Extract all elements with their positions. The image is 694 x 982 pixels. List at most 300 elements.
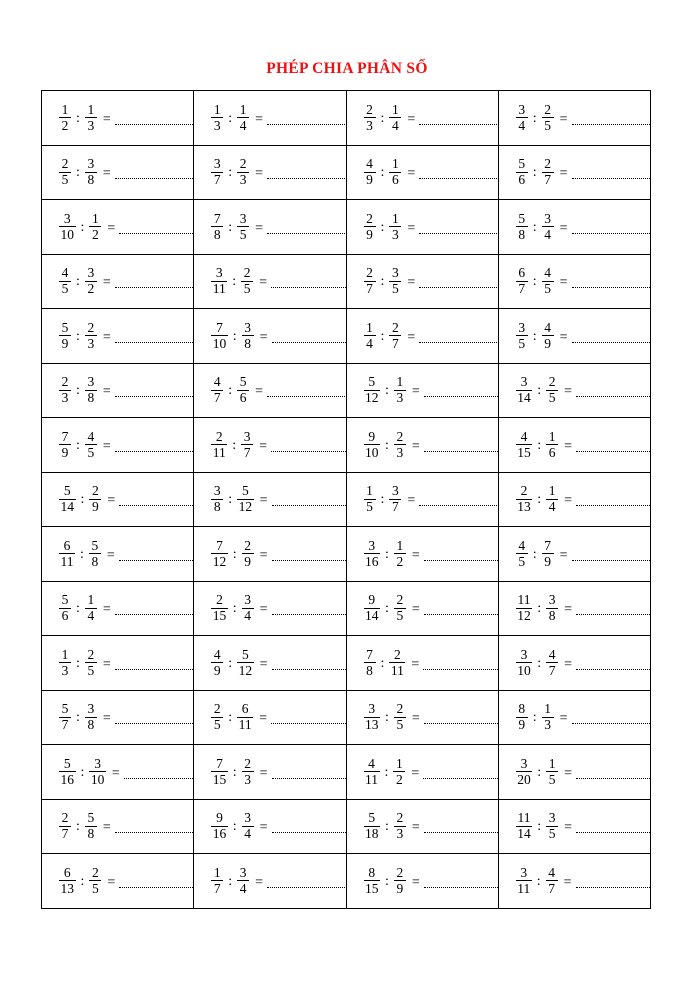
problem-cell[interactable] xyxy=(346,636,498,691)
fraction-denominator: 7 xyxy=(61,717,69,733)
answer-blank[interactable] xyxy=(419,286,497,288)
fraction-numerator: 3 xyxy=(213,483,221,499)
dividend-fraction xyxy=(59,539,75,569)
divisor-fraction xyxy=(394,539,406,569)
problem-cell[interactable] xyxy=(194,254,346,309)
answer-blank[interactable] xyxy=(424,886,498,888)
division-problem xyxy=(515,212,650,242)
problem-cell[interactable] xyxy=(498,799,650,854)
dividend-fraction xyxy=(211,702,223,732)
answer-blank[interactable] xyxy=(115,450,193,452)
problem-cell[interactable] xyxy=(42,527,194,582)
division-problem xyxy=(58,212,193,242)
dividend-fraction xyxy=(364,430,381,460)
problem-cell[interactable] xyxy=(346,581,498,636)
division-problem xyxy=(515,484,650,514)
answer-blank[interactable] xyxy=(419,123,497,125)
fraction-denominator: 11 xyxy=(365,771,378,787)
divide-operator: : xyxy=(232,328,237,344)
problem-cell[interactable] xyxy=(498,418,650,473)
problem-cell[interactable] xyxy=(346,254,498,309)
fraction-numerator: 3 xyxy=(244,592,252,608)
division-problem xyxy=(210,321,345,351)
dividend-fraction xyxy=(516,430,533,460)
divisor-fraction xyxy=(85,430,97,460)
divide-operator: : xyxy=(228,710,233,726)
problems-table-body xyxy=(42,91,651,909)
fraction-denominator: 7 xyxy=(213,172,221,188)
equals-operator: = xyxy=(559,275,568,291)
fraction-denominator: 5 xyxy=(548,826,556,842)
division-problem xyxy=(515,702,650,732)
problem-cell[interactable] xyxy=(42,636,194,691)
answer-blank[interactable] xyxy=(267,177,345,179)
answer-blank[interactable] xyxy=(115,831,193,833)
fraction-denominator: 7 xyxy=(544,172,552,188)
fraction-numerator: 3 xyxy=(392,483,399,499)
dividend-fraction xyxy=(364,212,376,242)
answer-blank[interactable] xyxy=(424,831,498,833)
fraction-denominator: 5 xyxy=(392,281,399,297)
problem-cell[interactable] xyxy=(194,472,346,527)
divide-operator: : xyxy=(532,710,537,726)
fraction-denominator: 8 xyxy=(518,226,526,242)
problem-cell[interactable] xyxy=(346,527,498,582)
fraction-denominator: 15 xyxy=(365,880,379,896)
fraction-numerator: 3 xyxy=(63,210,71,226)
problem-cell[interactable] xyxy=(194,418,346,473)
problem-cell[interactable] xyxy=(194,636,346,691)
answer-blank[interactable] xyxy=(419,341,497,343)
division-problem xyxy=(210,648,345,678)
answer-blank[interactable] xyxy=(419,232,497,234)
answer-blank[interactable] xyxy=(419,177,497,179)
dividend-fraction xyxy=(211,648,223,678)
problem-cell[interactable] xyxy=(194,581,346,636)
answer-blank[interactable] xyxy=(271,722,345,724)
answer-blank[interactable] xyxy=(272,777,346,779)
divide-operator: : xyxy=(228,219,233,235)
fraction-denominator: 8 xyxy=(244,335,252,351)
problem-cell[interactable] xyxy=(42,472,194,527)
answer-blank[interactable] xyxy=(271,286,345,288)
fraction-numerator: 1 xyxy=(396,537,404,553)
answer-blank[interactable] xyxy=(124,777,193,779)
fraction-denominator: 16 xyxy=(60,771,74,787)
divisor-fraction xyxy=(85,375,97,405)
fraction-denominator: 4 xyxy=(244,826,252,842)
fraction-denominator: 7 xyxy=(366,281,373,297)
problem-cell[interactable] xyxy=(194,363,346,418)
fraction-numerator: 2 xyxy=(392,319,399,335)
problem-cell[interactable] xyxy=(498,472,650,527)
divisor-fraction xyxy=(542,321,554,351)
problem-cell[interactable] xyxy=(498,690,650,745)
fraction-denominator: 13 xyxy=(60,880,74,896)
fraction-denominator: 5 xyxy=(396,717,404,733)
fraction-numerator: 2 xyxy=(216,592,223,608)
answer-blank[interactable] xyxy=(572,123,650,125)
equals-operator: = xyxy=(559,329,568,345)
answer-blank[interactable] xyxy=(119,504,193,506)
problem-cell[interactable] xyxy=(42,363,194,418)
answer-blank[interactable] xyxy=(576,504,650,506)
answer-blank[interactable] xyxy=(267,395,345,397)
fraction-denominator: 6 xyxy=(239,390,247,406)
problem-cell[interactable] xyxy=(346,363,498,418)
answer-blank[interactable] xyxy=(272,668,346,670)
fraction-numerator: 1 xyxy=(392,210,399,226)
fraction-numerator: 7 xyxy=(216,319,223,335)
division-problem xyxy=(363,648,498,678)
problem-cell[interactable] xyxy=(42,581,194,636)
divide-operator: : xyxy=(76,274,80,290)
dividend-fraction xyxy=(516,539,528,569)
divide-operator: : xyxy=(228,165,233,181)
division-problem xyxy=(210,375,345,405)
dividend-fraction xyxy=(516,103,528,133)
divide-operator: : xyxy=(536,873,541,889)
division-problem xyxy=(58,484,193,514)
answer-blank[interactable] xyxy=(115,395,193,397)
problem-cell[interactable] xyxy=(346,472,498,527)
problem-cell[interactable] xyxy=(42,145,194,200)
division-problem xyxy=(363,593,498,623)
answer-blank[interactable] xyxy=(419,504,497,506)
divisor-fraction xyxy=(546,430,558,460)
equals-operator: = xyxy=(559,220,568,236)
dividend-fraction xyxy=(364,539,381,569)
division-problem xyxy=(363,811,498,841)
problem-cell[interactable] xyxy=(42,200,194,255)
equals-operator: = xyxy=(564,438,573,454)
problem-cell[interactable] xyxy=(346,799,498,854)
fraction-denominator: 4 xyxy=(392,117,399,133)
answer-blank[interactable] xyxy=(115,722,193,724)
answer-blank[interactable] xyxy=(572,177,650,179)
problem-cell[interactable] xyxy=(346,418,498,473)
fraction-denominator: 16 xyxy=(212,826,227,842)
fraction-numerator: 4 xyxy=(366,156,373,172)
divisor-fraction xyxy=(546,593,558,623)
fraction-numerator: 4 xyxy=(544,265,552,281)
fraction-numerator: 1 xyxy=(544,701,552,717)
fraction-denominator: 3 xyxy=(239,172,247,188)
answer-blank[interactable] xyxy=(272,831,346,833)
fraction-numerator: 4 xyxy=(61,265,69,281)
answer-blank[interactable] xyxy=(576,450,650,452)
problem-cell[interactable] xyxy=(498,527,650,582)
answer-blank[interactable] xyxy=(572,232,650,234)
answer-blank[interactable] xyxy=(271,450,345,452)
answer-blank[interactable] xyxy=(119,232,193,234)
dividend-fraction xyxy=(59,484,76,514)
fraction-numerator: 8 xyxy=(368,864,376,880)
dividend-fraction xyxy=(364,811,381,841)
division-problem xyxy=(363,866,498,896)
problem-cell[interactable] xyxy=(42,854,194,909)
answer-blank[interactable] xyxy=(576,395,650,397)
divisor-fraction xyxy=(242,593,254,623)
problem-cell[interactable] xyxy=(498,309,650,364)
dividend-fraction xyxy=(59,430,71,460)
divide-operator: : xyxy=(537,437,542,453)
fraction-numerator: 1 xyxy=(366,319,373,335)
fraction-denominator: 10 xyxy=(365,444,379,460)
dividend-fraction xyxy=(211,430,227,460)
answer-blank[interactable] xyxy=(272,559,346,561)
divisor-fraction xyxy=(546,648,558,678)
table-row xyxy=(42,799,651,854)
answer-blank[interactable] xyxy=(572,559,650,561)
division-problem xyxy=(58,430,193,460)
problem-cell[interactable] xyxy=(498,145,650,200)
answer-blank[interactable] xyxy=(572,286,650,288)
problem-cell[interactable] xyxy=(346,745,498,800)
problem-cell[interactable] xyxy=(346,690,498,745)
fraction-denominator: 8 xyxy=(87,172,95,188)
fraction-denominator: 9 xyxy=(518,717,526,733)
fraction-numerator: 2 xyxy=(394,646,401,662)
answer-blank[interactable] xyxy=(572,341,650,343)
divide-operator: : xyxy=(80,492,85,508)
fraction-numerator: 1 xyxy=(87,592,95,608)
answer-blank[interactable] xyxy=(272,504,346,506)
answer-blank[interactable] xyxy=(424,395,498,397)
equals-operator: = xyxy=(107,493,116,509)
problem-cell[interactable] xyxy=(194,799,346,854)
fraction-numerator: 4 xyxy=(213,374,221,390)
answer-blank[interactable] xyxy=(576,886,650,888)
problem-cell[interactable] xyxy=(498,254,650,309)
equals-operator: = xyxy=(255,166,264,182)
fraction-denominator: 6 xyxy=(548,444,556,460)
problem-cell[interactable] xyxy=(194,309,346,364)
table-row xyxy=(42,636,651,691)
problem-cell[interactable] xyxy=(42,418,194,473)
fraction-denominator: 7 xyxy=(392,499,399,515)
divisor-fraction xyxy=(389,157,401,187)
division-problem xyxy=(58,702,193,732)
answer-blank[interactable] xyxy=(576,668,650,670)
division-problem xyxy=(210,212,345,242)
answer-blank[interactable] xyxy=(267,232,345,234)
dividend-fraction xyxy=(59,702,71,732)
problem-cell[interactable] xyxy=(498,200,650,255)
fraction-denominator: 5 xyxy=(518,335,526,351)
divisor-fraction xyxy=(389,484,401,514)
answer-blank[interactable] xyxy=(119,886,193,888)
dividend-fraction xyxy=(211,103,223,133)
divisor-fraction xyxy=(542,266,554,296)
answer-blank[interactable] xyxy=(272,341,346,343)
problem-cell[interactable] xyxy=(346,145,498,200)
fraction-denominator: 5 xyxy=(239,226,247,242)
problem-cell[interactable] xyxy=(42,91,194,146)
table-row xyxy=(42,581,651,636)
divide-operator: : xyxy=(232,546,237,562)
problem-cell[interactable] xyxy=(498,854,650,909)
answer-blank[interactable] xyxy=(115,668,193,670)
divisor-fraction xyxy=(546,484,558,514)
divide-operator: : xyxy=(76,819,80,835)
answer-blank[interactable] xyxy=(423,668,497,670)
fraction-numerator: 2 xyxy=(548,374,556,390)
problem-cell[interactable] xyxy=(346,91,498,146)
answer-blank[interactable] xyxy=(267,123,345,125)
divisor-fraction xyxy=(242,539,254,569)
division-problem xyxy=(58,375,193,405)
division-problem xyxy=(58,757,193,787)
table-row xyxy=(42,363,651,418)
division-problem xyxy=(58,266,193,296)
equals-operator: = xyxy=(407,275,416,291)
fraction-numerator: 4 xyxy=(518,537,526,553)
problem-cell[interactable] xyxy=(498,363,650,418)
division-problem xyxy=(58,321,193,351)
answer-blank[interactable] xyxy=(115,341,193,343)
divide-operator: : xyxy=(537,601,542,617)
equals-operator: = xyxy=(106,547,115,563)
equals-operator: = xyxy=(255,111,264,127)
problem-cell[interactable] xyxy=(194,145,346,200)
fraction-numerator: 7 xyxy=(216,537,223,553)
divide-operator: : xyxy=(532,219,537,235)
divisor-fraction xyxy=(546,375,558,405)
table-row xyxy=(42,254,651,309)
fraction-denominator: 9 xyxy=(396,880,404,896)
fraction-numerator: 5 xyxy=(368,374,376,390)
problem-cell[interactable] xyxy=(346,854,498,909)
fraction-denominator: 5 xyxy=(87,662,95,678)
answer-blank[interactable] xyxy=(576,777,650,779)
answer-blank[interactable] xyxy=(272,613,346,615)
divide-operator: : xyxy=(532,274,537,290)
division-problem xyxy=(58,157,193,187)
answer-blank[interactable] xyxy=(115,123,193,125)
answer-blank[interactable] xyxy=(267,886,345,888)
fraction-denominator: 4 xyxy=(548,499,556,515)
fraction-denominator: 4 xyxy=(244,608,252,624)
answer-blank[interactable] xyxy=(424,450,498,452)
problem-cell[interactable] xyxy=(498,91,650,146)
problem-cell[interactable] xyxy=(194,91,346,146)
answer-blank[interactable] xyxy=(115,286,193,288)
dividend-fraction xyxy=(211,212,223,242)
problem-cell[interactable] xyxy=(194,854,346,909)
problem-cell[interactable] xyxy=(42,745,194,800)
division-problem xyxy=(210,539,345,569)
fraction-numerator: 2 xyxy=(396,428,404,444)
dividend-fraction xyxy=(364,648,376,678)
answer-blank[interactable] xyxy=(115,177,193,179)
divide-operator: : xyxy=(380,274,385,290)
equals-operator: = xyxy=(407,220,416,236)
fraction-denominator: 8 xyxy=(87,826,95,842)
divide-operator: : xyxy=(232,437,237,453)
divide-operator: : xyxy=(76,655,80,671)
answer-blank[interactable] xyxy=(423,777,497,779)
answer-blank[interactable] xyxy=(572,722,650,724)
equals-operator: = xyxy=(564,602,573,618)
equals-operator: = xyxy=(411,820,420,836)
fraction-denominator: 14 xyxy=(517,390,531,406)
problem-cell[interactable] xyxy=(194,200,346,255)
answer-blank[interactable] xyxy=(115,613,193,615)
divisor-fraction xyxy=(237,212,249,242)
fraction-denominator: 10 xyxy=(90,771,105,787)
answer-blank[interactable] xyxy=(424,559,498,561)
problem-cell[interactable] xyxy=(346,200,498,255)
fraction-numerator: 2 xyxy=(396,701,404,717)
equals-operator: = xyxy=(411,547,420,563)
fraction-numerator: 1 xyxy=(213,864,221,880)
divide-operator: : xyxy=(385,383,389,399)
problem-cell[interactable] xyxy=(194,527,346,582)
problem-cell[interactable] xyxy=(194,745,346,800)
dividend-fraction xyxy=(364,103,376,133)
fraction-numerator: 5 xyxy=(63,483,71,499)
fraction-denominator: 10 xyxy=(212,335,227,351)
fraction-numerator: 2 xyxy=(243,265,251,281)
answer-blank[interactable] xyxy=(576,613,650,615)
dividend-fraction xyxy=(211,157,223,187)
dividend-fraction xyxy=(59,866,76,896)
divisor-fraction xyxy=(542,103,554,133)
fraction-numerator: 4 xyxy=(544,319,552,335)
dividend-fraction xyxy=(59,321,71,351)
fraction-numerator: 5 xyxy=(368,810,376,826)
problem-cell[interactable] xyxy=(42,309,194,364)
answer-blank[interactable] xyxy=(424,722,498,724)
fraction-denominator: 8 xyxy=(213,499,221,515)
division-problem xyxy=(515,757,650,787)
problem-cell[interactable] xyxy=(498,636,650,691)
fraction-numerator: 1 xyxy=(392,101,399,117)
fraction-denominator: 9 xyxy=(213,662,221,678)
problem-cell[interactable] xyxy=(194,690,346,745)
divisor-fraction xyxy=(89,757,106,787)
fraction-denominator: 2 xyxy=(396,553,404,569)
dividend-fraction xyxy=(211,593,228,623)
dividend-fraction xyxy=(516,757,533,787)
fraction-numerator: 11 xyxy=(517,810,531,826)
fraction-numerator: 3 xyxy=(239,864,247,880)
division-problem xyxy=(210,866,345,896)
problem-cell[interactable] xyxy=(42,254,194,309)
divide-operator: : xyxy=(232,764,237,780)
fraction-denominator: 18 xyxy=(365,826,379,842)
answer-blank[interactable] xyxy=(576,831,650,833)
problem-cell[interactable] xyxy=(42,799,194,854)
equals-operator: = xyxy=(411,384,420,400)
answer-blank[interactable] xyxy=(119,559,193,561)
divisor-fraction xyxy=(394,375,406,405)
problem-cell[interactable] xyxy=(42,690,194,745)
fraction-denominator: 2 xyxy=(92,226,99,242)
fraction-denominator: 15 xyxy=(517,444,531,460)
fraction-denominator: 3 xyxy=(87,117,95,133)
dividend-fraction xyxy=(516,266,528,296)
answer-blank[interactable] xyxy=(424,613,498,615)
fraction-numerator: 3 xyxy=(94,755,102,771)
dividend-fraction xyxy=(59,757,76,787)
problem-cell[interactable] xyxy=(346,309,498,364)
problem-cell[interactable] xyxy=(498,745,650,800)
problem-cell[interactable] xyxy=(498,581,650,636)
fraction-denominator: 12 xyxy=(212,553,227,569)
equals-operator: = xyxy=(102,329,111,345)
